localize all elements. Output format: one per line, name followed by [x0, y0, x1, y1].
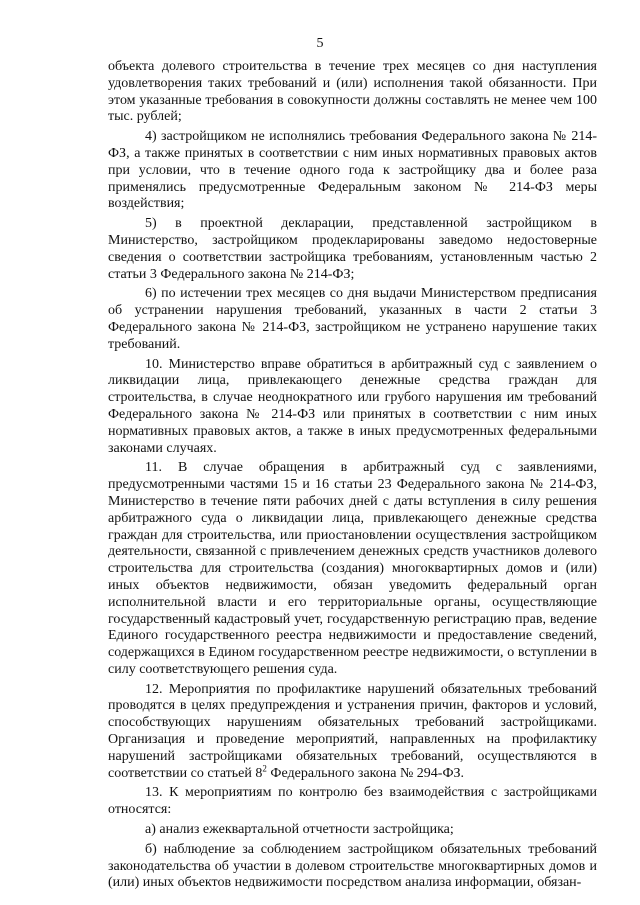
- paragraph-item-6: 6) по истечении трех месяцев со дня выдачи Министерством предписания об устранении нарушения требований, указанных в части 2 статьи 3 Федерального закона № 214-ФЗ, застройщиком не устранено нарушение таких требований.: [108, 286, 597, 352]
- paragraph-13: 13. К мероприятиям по контролю без взаимодействия с застройщиками относятся:: [108, 785, 597, 818]
- paragraph-12: [108, 682, 597, 783]
- paragraph-item-5: 5) в проектной декларации, представленной застройщиком в Министерство, застройщиком продекларированы заведомо недостоверные сведения о соответствии застройщика требованиям, установленным частью 2 статьи 3 Федерального закона № 214-ФЗ;: [108, 216, 597, 282]
- paragraph-13-item-b: б) наблюдение за соблюдением застройщиком обязательных требований законодательства об участии в долевом строительстве многоквартирных домов и (или) иных объектов недвижимости посредством анализа информации, обязан-: [108, 841, 597, 891]
- paragraph-item-4: 4) застройщиком не исполнялись требования Федерального закона № 214-ФЗ, а также принятых в соответствии с ним иных нормативных правовых актов при условии, что в течение одного года к застройщику два и более раза применялись предусмотренные Федеральным законом № 214-ФЗ меры воздействия;: [108, 129, 597, 212]
- paragraph-continuation: объекта долевого строительства в течение трех месяцев со дня наступления удовлетворения таких требований и (или) исполнения такой обязанности. При этом указанные требования в совокупности должны составлять не менее чем 100 тыс. рублей;: [108, 59, 597, 125]
- document-body: [108, 59, 597, 895]
- paragraph-13-item-a: а) анализ ежеквартальной отчетности застройщика;: [145, 822, 454, 838]
- paragraph-11: 11. В случае обращения в арбитражный суд с заявлениями, предусмотренными частями 15 и 16 статьи 23 Федерального закона № 214-ФЗ, Министерство в течение пяти рабочих дней с даты вступления в силу решения арбитражного суда о ликвидации лица, привлекающего денежные средства граждан для строительства, или приостановлении осуществления застройщиком деятельности, связанной с привлечением денежных средств участников долевого строительства для строительства (создания) многоквартирных домов и (или) иных объектов недвижимости, обязан уведомить федеральный орган исполнительной власти и его территориальные органы, осуществляющие государственный кадастровый учет, государственную регистрацию прав, ведение Единого государственного реестра недвижимости и предоставление сведений, содержащихся в Едином государственном реестре недвижимости, о вступлении в силу соответствующего решения суда.: [108, 460, 597, 677]
- paragraph-12-text: 12. Мероприятия по профилактике нарушений обязательных требований проводятся в целях предупреждения и устранения причин, факторов и условий, способствующих нарушениям обязательных требований застройщиками. Организация и проведение мероприятий, направленных на профилактику нарушений застройщиками обязательных требований, осуществляются в соответствии со статьей 8: [108, 681, 597, 781]
- paragraph-12-superscript: 2: [262, 763, 267, 774]
- paragraph-10: 10. Министерство вправе обратиться в арбитражный суд с заявлением о ликвидации лица, привлекающего денежные средства граждан для строительства, в случае неоднократного или грубого нарушения им требований Федерального закона № 214-ФЗ или принятых в соответствии с ним иных нормативных правовых актов, а также в иных предусмотренных федеральными законами случаях.: [108, 356, 597, 456]
- page-number: 5: [316, 36, 324, 51]
- paragraph-12-tail: Федерального закона № 294-ФЗ.: [266, 765, 465, 781]
